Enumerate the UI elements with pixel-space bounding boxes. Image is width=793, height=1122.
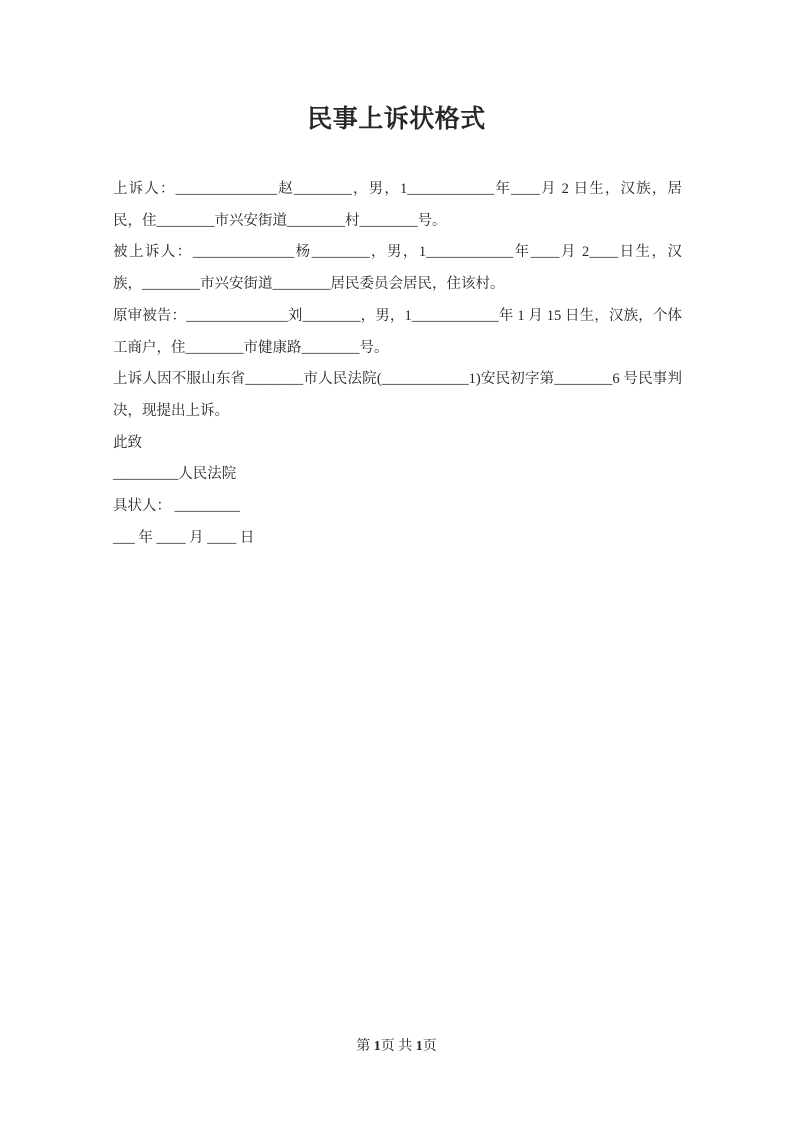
document-title: 民事上诉状格式	[307, 106, 486, 133]
paragraph-original-defendant: 原审被告：______________刘________，男，1____________年 1 月 15 日生，汉族，个体工商户，住________市健康路________号。	[113, 307, 682, 356]
paragraph-appellant: 上诉人：______________赵________，男，1____________年____月 2 日生，汉族，居民，住________市兴安街道________村________号。	[113, 181, 682, 229]
paragraph-appeal-statement: 上诉人因不服山东省________市人民法院(____________1)安民初字第________6 号民事判决，现提出上诉。	[113, 371, 682, 419]
footer-total-pages-number: 1	[415, 1039, 423, 1054]
paragraph-court-name: _________人民法院	[113, 466, 237, 483]
paragraph-appellee: 被上诉人：______________杨________，男，1____________年____月 2____日生，汉族，________市兴安街道________居民委员会居民，住该村。	[113, 244, 682, 293]
footer-current-page-number: 1	[373, 1039, 381, 1054]
paragraph-petitioner-signature: 具状人： _________	[113, 498, 240, 515]
footer-label-prefix: 第	[356, 1039, 374, 1054]
paragraph-date-line: ___ 年 ____ 月 ____ 日	[113, 529, 255, 546]
footer-label-middle: 页 共	[380, 1039, 416, 1054]
footer-label-suffix: 页	[422, 1039, 437, 1054]
paragraph-salutation: 此致	[113, 434, 142, 451]
document-body	[113, 174, 682, 554]
page-footer	[0, 1035, 793, 1055]
